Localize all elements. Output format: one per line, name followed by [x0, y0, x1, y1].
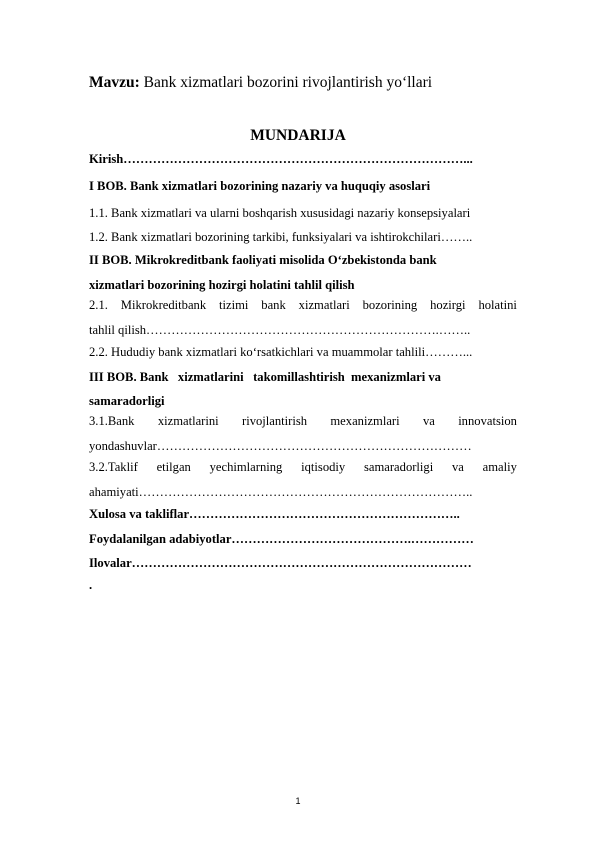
toc-word: rivojlantirish [242, 414, 308, 428]
toc-word: iqtisodiy [301, 460, 346, 474]
toc-appendix-line-1: Ilovalar……………………………………………………………………… [89, 556, 472, 570]
topic-text: Bank xizmatlari bozorini rivojlantirish yo‘llari [139, 74, 433, 91]
toc-appendix-line-2: . [89, 578, 93, 592]
toc-section-2-2: 2.2. Hududiy bank xizmatlari ko‘rsatkichlari va muammolar tahlili………... [89, 345, 473, 359]
topic-label: Mavzu: [89, 74, 140, 91]
toc-section-3-2-line-2: ahamiyati…………………………………………………………………….. [89, 485, 473, 499]
toc-chapter-3-line-2: samaradorligi [89, 394, 165, 408]
toc-section-1-1: 1.1. Bank xizmatlari va ularni boshqarish xususidagi nazariy konsepsiyalari [89, 206, 471, 220]
toc-word: etilgan [156, 460, 191, 474]
toc-word: xizmatlari [298, 298, 350, 312]
toc-chapter-2-line-2: xizmatlari bozorining hozirgi holatini tahlil qilish [89, 278, 355, 292]
toc-word: mexanizmlari [330, 414, 400, 428]
toc-section-3-1-line-2: yondashuvlar………………………………………………………………… [89, 439, 472, 453]
toc-word: bank [261, 298, 286, 312]
toc-chapter-1: I BOB. Bank xizmatlari bozorining nazariy va huquqiy asoslari [89, 179, 431, 193]
toc-chapter-3-line-1: III BOB. Bank xizmatlarini takomillashtirish mexanizmlari va [89, 370, 441, 384]
toc-word: va [452, 460, 464, 474]
toc-section-1-2: 1.2. Bank xizmatlari bozorining tarkibi, funksiyalari va ishtirokchilari…….. [89, 230, 473, 244]
toc-section-2-1-line-1 [89, 298, 517, 313]
toc-section-3-2-line-1 [89, 460, 517, 475]
toc-word: yechimlarning [209, 460, 283, 474]
toc-conclusion: Xulosa va takliflar……………………………………………………….. [89, 507, 460, 521]
toc-word: bozorining [362, 298, 418, 312]
toc-intro: Kirish………………………………………………………………………... [89, 152, 473, 166]
toc-word: va [422, 414, 435, 428]
toc-word: 3.2.Taklif [89, 460, 138, 474]
toc-chapter-2-line-1: II BOB. Mikrokreditbank faoliyati misolida O‘zbekistonda bank [89, 253, 437, 267]
toc-word: innovatsion [458, 414, 517, 428]
topic-line [89, 74, 432, 92]
toc-section-2-1-line-2: tahlil qilish…………………………………………………………….…….. [89, 323, 471, 337]
toc-word: 2.1. [89, 298, 108, 312]
toc-word: tizimi [219, 298, 249, 312]
toc-references: Foydalanilgan adabiyotlar…………………………………….…………… [89, 532, 474, 546]
toc-word: holatini [478, 298, 517, 312]
toc-word: samaradorligi [363, 460, 434, 474]
toc-word: amaliy [482, 460, 517, 474]
toc-heading: MUNDARIJA [250, 127, 346, 144]
toc-section-3-1-line-1 [89, 414, 517, 429]
toc-word: Mikrokreditbank [120, 298, 207, 312]
page-number: 1 [295, 796, 301, 806]
toc-word: xizmatlarini [157, 414, 219, 428]
toc-word: hozirgi [430, 298, 466, 312]
toc-word: 3.1.Bank [89, 414, 135, 428]
